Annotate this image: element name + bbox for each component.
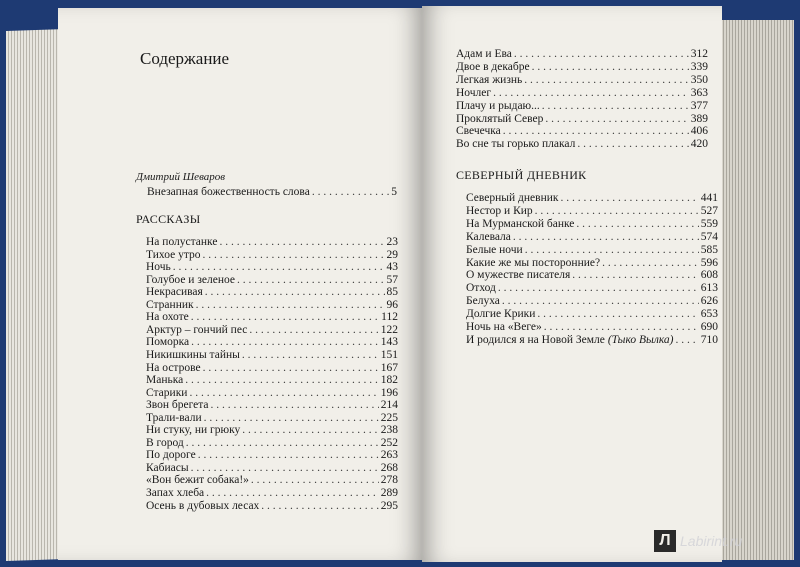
toc-entry-title: Северный дневник (466, 192, 559, 204)
toc-entry-page: 653 (700, 308, 718, 321)
toc-entry (466, 269, 718, 282)
toc-entry-page: 389 (690, 112, 708, 125)
toc-entry-page: 29 (386, 248, 398, 261)
toc-entry-page: 559 (700, 217, 718, 230)
toc-entry (466, 205, 718, 218)
toc-entry (146, 286, 398, 299)
toc-entry-page: 238 (380, 424, 398, 437)
toc-entry (466, 282, 718, 295)
toc-entry-title: Адам и Ева (456, 48, 512, 60)
toc-entry (146, 462, 398, 475)
toc-entry-title: Трали-вали (146, 411, 202, 424)
toc-entry (146, 437, 398, 450)
toc-entry-page: 527 (700, 204, 718, 217)
toc-entry-page: 252 (380, 436, 398, 449)
leader-dots (204, 412, 379, 425)
leader-dots (219, 236, 384, 249)
leader-dots (186, 437, 379, 450)
toc-entry-page: 289 (380, 487, 398, 499)
leader-dots (535, 205, 699, 218)
toc-entry-page: 143 (380, 336, 398, 349)
leader-dots (545, 113, 688, 126)
toc-entry (456, 138, 708, 151)
section-heading-diary: СЕВЕРНЫЙ ДНЕВНИК (456, 168, 587, 182)
leader-dots (249, 324, 378, 337)
leader-dots (237, 274, 385, 287)
toc-entry-page: 339 (690, 60, 708, 73)
leader-dots (242, 349, 379, 362)
toc-entry-page: 626 (700, 295, 718, 308)
toc-entry-title: Запах хлеба (146, 487, 205, 499)
page-edges-left (6, 29, 66, 561)
toc-entry (146, 399, 398, 412)
toc-entry (456, 61, 708, 74)
toc-entry (146, 261, 398, 274)
toc-entry-title: В город (146, 436, 184, 449)
leader-dots (525, 244, 699, 257)
toc-entry (146, 412, 398, 425)
toc-entry (466, 295, 718, 308)
toc-entry-page: 112 (381, 311, 398, 324)
toc-entry-page: 690 (700, 321, 718, 333)
toc-entry-title: Двое в декабре (456, 60, 530, 73)
toc-entry-title: Старики (146, 386, 188, 399)
toc-entry-page: 122 (380, 323, 398, 336)
toc-entry-title: Во сне ты горько плакал (456, 138, 576, 151)
toc-entry-title: Голубое и зеленое (146, 273, 235, 286)
toc-entry-title: Странник (146, 298, 194, 311)
toc-entry-title: Ночь на «Веге» (466, 321, 542, 333)
contents-title: Содержание (140, 49, 230, 68)
toc-entry (146, 449, 398, 462)
toc-entry-page: 710 (700, 333, 718, 346)
toc-entry (146, 387, 398, 400)
toc-entry (146, 362, 398, 375)
toc-entry (466, 244, 718, 257)
leader-dots (602, 257, 699, 270)
leader-dots (261, 500, 378, 513)
toc-entry-title: О мужестве писателя (466, 269, 571, 282)
toc-entry-page: 214 (380, 399, 398, 412)
toc-entry (466, 308, 718, 321)
toc-entry-title: Арктур – гончий пес (146, 323, 248, 336)
toc-entry-title: Никишкины тайны (146, 348, 240, 361)
toc-entry-title: Ночлег (456, 86, 492, 99)
leader-dots (203, 249, 385, 262)
toc-entry-page: 613 (700, 282, 718, 295)
toc-entry-page: 363 (690, 86, 708, 99)
toc-entry-title: Белые ночи (466, 243, 523, 256)
toc-entry-page: 377 (690, 99, 708, 112)
leader-dots (676, 334, 699, 347)
toc-entry (466, 192, 718, 205)
toc-entry-page: 167 (380, 361, 398, 374)
toc-entry-intro: Внезапная божественность слова . . . 5 (147, 186, 397, 199)
toc-entry-page: 268 (380, 461, 398, 474)
toc-entry-title: Отход (466, 282, 496, 295)
toc-entry-title: «Вон бежит собака!» (146, 474, 249, 487)
toc-entry-page: 151 (380, 348, 398, 361)
toc-entry (466, 231, 718, 244)
toc-entry (456, 48, 708, 61)
leader-dots (498, 282, 699, 295)
toc-entry-title: Калевала (466, 230, 511, 243)
toc-entry-page: 441 (700, 192, 718, 204)
toc-entry (146, 236, 398, 249)
leader-dots (502, 295, 699, 308)
toc-entry-page: 585 (700, 243, 718, 256)
toc-entry-page: 574 (700, 230, 718, 243)
toc-entry-page: 85 (386, 286, 398, 299)
toc-entry-title: Легкая жизнь (456, 73, 523, 86)
leader-dots (503, 125, 689, 138)
toc-entry (456, 113, 708, 126)
toc-entry-title: Ни стуку, ни грюку (146, 424, 241, 437)
toc-entry (456, 125, 708, 138)
toc-entry (146, 487, 398, 500)
toc-entry (466, 257, 718, 270)
leader-dots (572, 269, 699, 282)
toc-entry-page: 263 (380, 449, 398, 462)
toc-entry (146, 299, 398, 312)
watermark-text: Labirint.ru (680, 533, 743, 549)
leader-dots (211, 399, 379, 412)
toc-entry-title: Белуха (466, 295, 500, 308)
leader-dots (514, 48, 689, 61)
toc-entry-title: Кабиасы (146, 461, 189, 474)
leader-dots (191, 336, 379, 349)
toc-entry (146, 349, 398, 362)
leader-dots (189, 387, 378, 400)
toc-entry-title: Нестор и Кир (466, 204, 533, 217)
toc-entry-page: 196 (380, 386, 398, 399)
leader-dots (532, 61, 689, 74)
section-heading-stories: РАССКАЗЫ (136, 212, 201, 226)
toc-entry (466, 334, 718, 347)
toc-entry-title: По дороге (146, 449, 196, 462)
toc-entry (456, 87, 708, 100)
toc-entry-page: 57 (386, 273, 398, 286)
toc-entry-title: На острове (146, 361, 201, 374)
toc-entry-title: Осень в дубовых лесах (146, 499, 260, 512)
toc-entry-page: 96 (386, 298, 398, 311)
toc-entry-page: 295 (380, 499, 398, 512)
toc-entry-page: 278 (380, 474, 398, 487)
leader-dots (544, 321, 699, 334)
leader-dots (560, 192, 698, 205)
toc-entry-title: Манька (146, 374, 184, 387)
leader-dots (542, 100, 689, 113)
toc-entry-title: Ночь (146, 261, 171, 274)
toc-entry (146, 274, 398, 287)
labirint-logo-icon: Л (654, 530, 676, 552)
toc-entry (146, 311, 398, 324)
toc-entry (146, 336, 398, 349)
leader-dots (524, 74, 688, 87)
leader-dots (191, 462, 379, 475)
toc-entry-title: Какие же мы посторонние? (466, 256, 601, 269)
toc-entry-title: Свечечка (456, 125, 501, 138)
toc-entry (146, 324, 398, 337)
leader-dots (576, 218, 698, 231)
leader-dots (185, 374, 379, 387)
leader-dots (205, 286, 385, 299)
leader-dots (203, 362, 379, 375)
toc-entry-page: 23 (386, 236, 398, 248)
toc-entry-page: 43 (386, 261, 398, 274)
toc-entry-page: 608 (700, 269, 718, 282)
toc-entry-title: На охоте (146, 311, 189, 324)
leader-dots (196, 299, 385, 312)
toc-entry-title: И родился я на Новой Земле (466, 333, 605, 346)
toc-entry-title: Некрасивая (146, 286, 203, 299)
toc-entry-page: 350 (690, 73, 708, 86)
leader-dots (537, 308, 698, 321)
toc-entry-subtitle: (Тыко Вылка) (607, 333, 674, 346)
toc-entry (146, 424, 398, 437)
toc-entry-page: 406 (690, 125, 708, 138)
toc-entry-page: 420 (690, 138, 708, 151)
toc-entry (146, 249, 398, 262)
toc-entry-title: Долгие Крики (466, 308, 536, 321)
leader-dots (251, 474, 379, 487)
toc-entry (456, 74, 708, 87)
leader-dots (198, 449, 379, 462)
toc-entry (146, 474, 398, 487)
toc-entry (146, 500, 398, 513)
toc-entry-title: Звон брегета (146, 399, 209, 412)
leader-dots (173, 261, 385, 274)
toc-entry-title: Проклятый Север (456, 112, 544, 125)
toc-entry-title: Поморка (146, 336, 190, 349)
toc-entry-title: Плачу и рыдаю... (456, 99, 540, 112)
toc-entry-page: 596 (700, 256, 718, 269)
leader-dots (513, 231, 699, 244)
toc-entry (456, 100, 708, 113)
toc-entry-page: 312 (690, 48, 708, 60)
leader-dots (493, 87, 689, 100)
leader-dots (242, 424, 378, 437)
toc-entry (466, 321, 718, 334)
leader-dots (577, 138, 688, 151)
toc-entry (146, 374, 398, 387)
toc-entry-title: Тихое утро (146, 248, 201, 261)
toc-entry-page: 225 (380, 411, 398, 424)
toc-entry-title: На полустанке (146, 236, 218, 248)
toc-entry-page: 182 (380, 374, 398, 387)
author-name: Дмитрий Шеваров (136, 171, 226, 183)
leader-dots (206, 487, 379, 500)
toc-entry (466, 218, 718, 231)
toc-entry-title: На Мурманской банке (466, 217, 575, 230)
leader-dots (191, 311, 379, 324)
